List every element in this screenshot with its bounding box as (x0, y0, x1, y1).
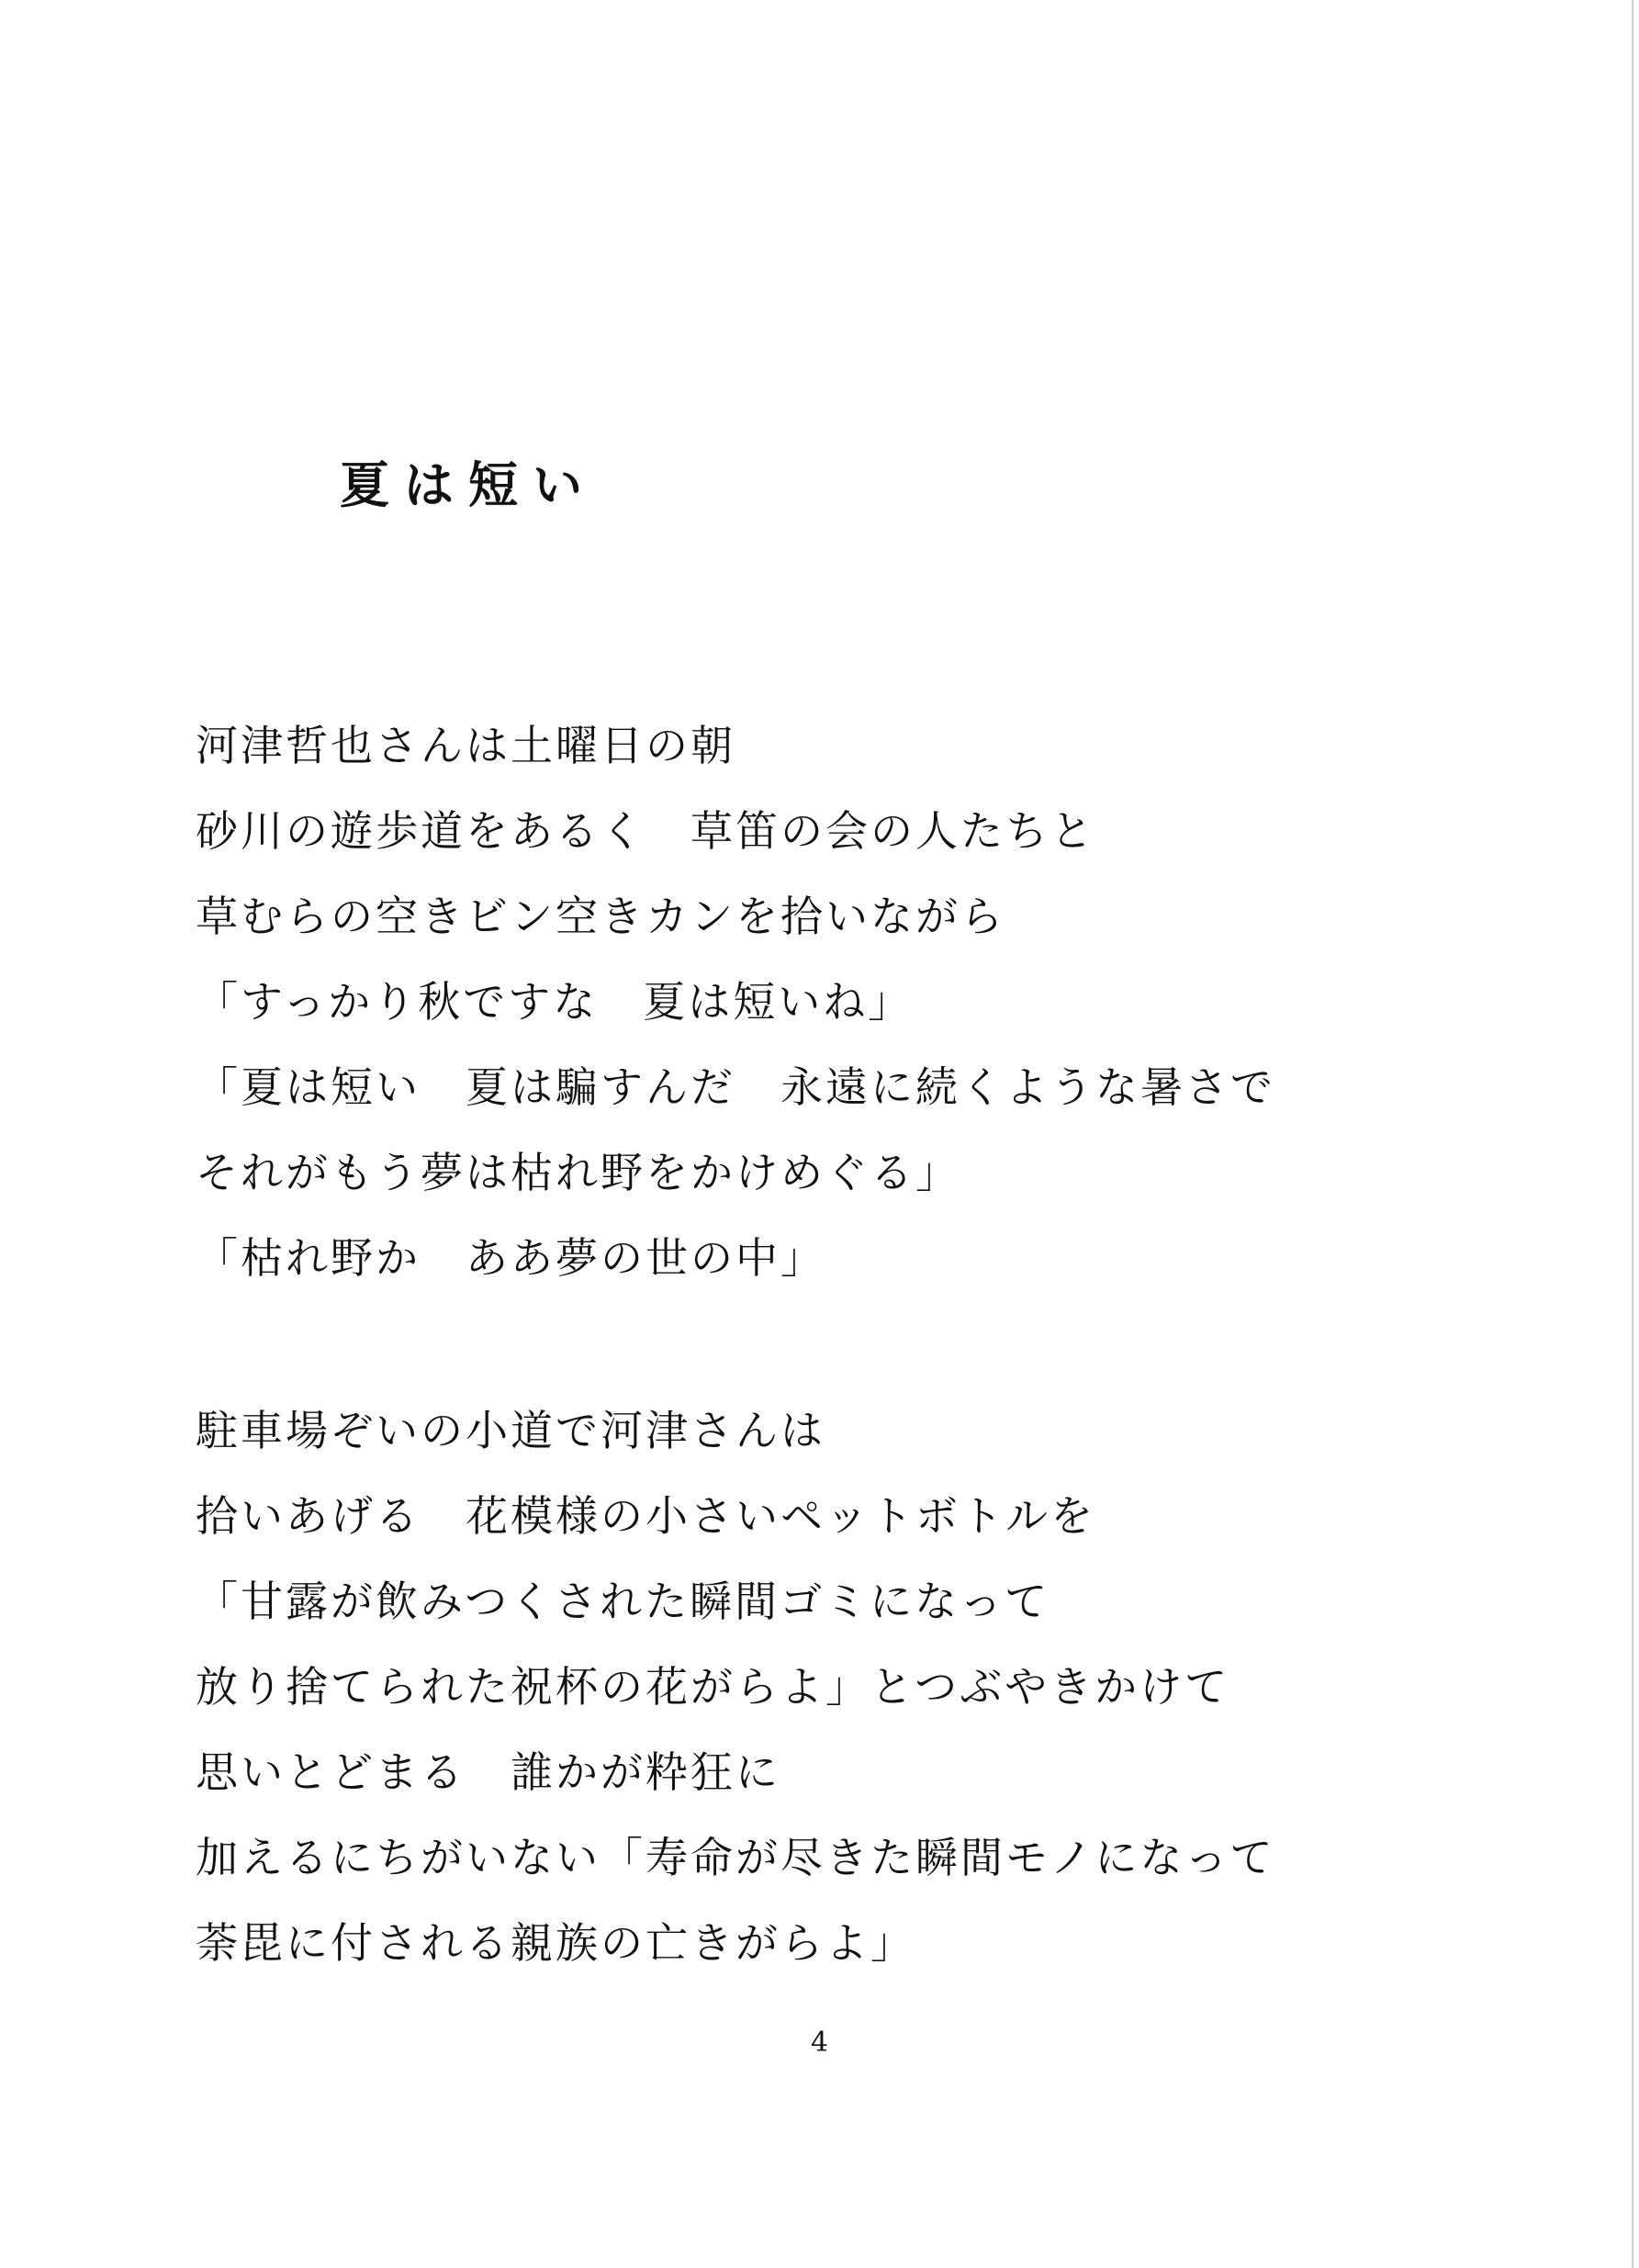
poem-line: 河津哲也さんは土曜日の朝 (196, 721, 735, 770)
stanza-2 (196, 1388, 1275, 1986)
poem-title: 夏は短い (340, 455, 597, 514)
page-edge-line (1632, 0, 1633, 2268)
poem-line: 拾いあげる 花模様の小さいペットボトルを (196, 1491, 1095, 1541)
poem-line: 「すっかり秋ですな 夏は短いね」 (196, 977, 914, 1027)
page-number: 4 (810, 2027, 829, 2059)
poem-line: 思いとどまる 誰かが粋狂に (196, 1747, 780, 1797)
poem-line: 「枯れ野か ああ夢の世の中」 (196, 1233, 825, 1283)
poem-line: 「夏は短い 夏は騙すんだ 永遠に続くような暑さで (196, 1062, 1275, 1112)
poem-line: 砂川の遊歩道をあるく 草笛の会の人たちと (196, 806, 1095, 856)
poem-line: 駐車場ぞいの小道で河津さんは (196, 1406, 825, 1455)
stanza-1 (196, 703, 1275, 1301)
poem-line: 「甘露が飲みつくされた瞬間ゴミになって (196, 1577, 1050, 1626)
poem-line: 荼毘に付される親族の亡きがらよ」 (196, 1918, 915, 1968)
poem-line: 加えるにちがいない「寿命が尽きた瞬間モノになって (196, 1833, 1275, 1882)
poem-line: それがもう夢は枯れ野をかけめぐる」 (196, 1148, 960, 1197)
poem-line: 草むらの空きビン空きカンを拾いながら (196, 892, 1005, 941)
poem-line: 放り捨てられた祝杯の花がらよ」とつぶやきかけて (196, 1662, 1230, 1712)
